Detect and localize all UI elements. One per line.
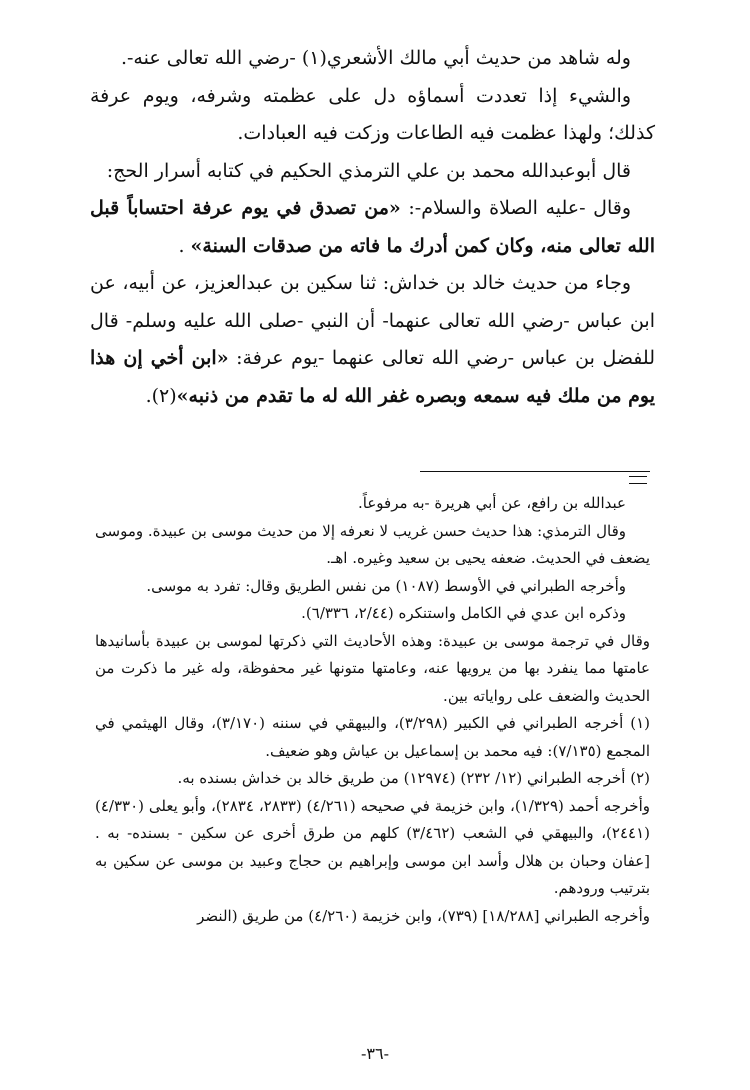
footnote-line: وأخرجه الطبراني في الأوسط (١٠٨٧) من نفس الطريق وقال: تفرد به موسى.	[146, 576, 626, 595]
hadith-end: (٢).	[145, 384, 177, 407]
hadith-intro: وجاء من حديث خالد بن خداش: ثنا سكين بن عبدالعزيز، عن أبيه، عن ابن عباس -رضي الله تعالى عنهما- أن النبي -صلى الله عليه وسلم- قال للفضل بن عباس -رضي الله تعالى عنهما -يوم عرفة:	[90, 272, 655, 369]
hadith-intro: وقال -عليه الصلاة والسلام-:	[400, 197, 631, 219]
footnotes	[95, 490, 650, 930]
hadith-paragraph-1	[90, 190, 655, 265]
hadith-paragraph-2	[90, 265, 655, 415]
footnote-line: وقال في ترجمة موسى بن عبيدة: وهذه الأحاديث التي ذكرتها لموسى بن عبيدة بأسانيدها عامتها مما ينفرد بها من يرويها عنه، وعامتها متونها غير محفوظة، وله غير ما ذكرت من الحديث والضعف على رواياته بين.	[95, 631, 650, 705]
footnote-1: (١) أخرجه الطبراني في الكبير (٣/٢٩٨)، والبيهقي في سننه (٣/١٧٠)، وقال الهيثمي في المجمع (٧/١٣٥): فيه محمد بن إسماعيل بن عياش وهو ضعيف.	[95, 714, 650, 760]
footnote-separator	[420, 471, 650, 472]
main-text	[90, 40, 655, 415]
hadith-end: .	[178, 234, 191, 257]
footnote-line: وأخرجه الطبراني [١٨/٢٨٨] (٧٣٩)، وابن خزيمة (٤/٢٦٠) من طريق (النضر	[197, 906, 650, 925]
footnote-separator-mark	[629, 476, 647, 484]
page-number: -٣٦-	[361, 1044, 389, 1063]
hadith-text: «من تصدق في يوم عرفة احتساباً قبل الله تعالى منه، وكان كمن أدرك ما فاته من صدقات السنة»	[90, 197, 655, 257]
hadith-text: «ابن أخي إن هذا يوم من ملك فيه سمعه وبصره غفر الله له ما تقدم من ذنبه»	[90, 347, 655, 407]
footnote-line: وقال الترمذي: هذا حديث حسن غريب لا نعرفه إلا من حديث موسى بن عبيدة. وموسى يضعف في الحديث. ضعفه يحيى بن سعيد وغيره. اهـ.	[95, 521, 650, 567]
paragraph: وله شاهد من حديث أبي مالك الأشعري(١) -رضي الله تعالى عنه-.	[120, 47, 631, 69]
footnote-line: عبدالله بن رافع، عن أبي هريرة -به مرفوعاً.	[358, 494, 626, 512]
paragraph: والشيء إذا تعددت أسماؤه دل على عظمته وشرفه، ويوم عرفة كذلك؛ ولهذا عظمت فيه الطاعات وزكت فيه العبادات.	[90, 84, 655, 144]
footnote-line: وذكره ابن عدي في الكامل واستنكره (٢/٤٤، ٦/٣٣٦).	[301, 604, 626, 622]
footnote-line: وأخرجه أحمد (١/٣٢٩)، وابن خزيمة في صحيحه (٤/٢٦١) (٢٨٣٣، ٢٨٣٤)، وأبو يعلى (٤/٣٣٠) (٢٤٤١)، والبيهقي في الشعب (٣/٤٦٢) كلهم من طرق أخرى عن سكين - بسنده- به . [عفان وحبان بن هلال وأسد ابن موسى وإبراهيم بن حجاج وعبيد بن موسى عن سكين به بترتيب ورودهم.	[95, 796, 650, 897]
footnote-2: (٢) أخرجه الطبراني (١٢/ ٢٣٢) (١٢٩٧٤) من طريق خالد بن خداش بسنده به.	[177, 769, 650, 787]
paragraph: قال أبوعبدالله محمد بن علي الترمذي الحكيم في كتابه أسرار الحج:	[106, 159, 631, 182]
